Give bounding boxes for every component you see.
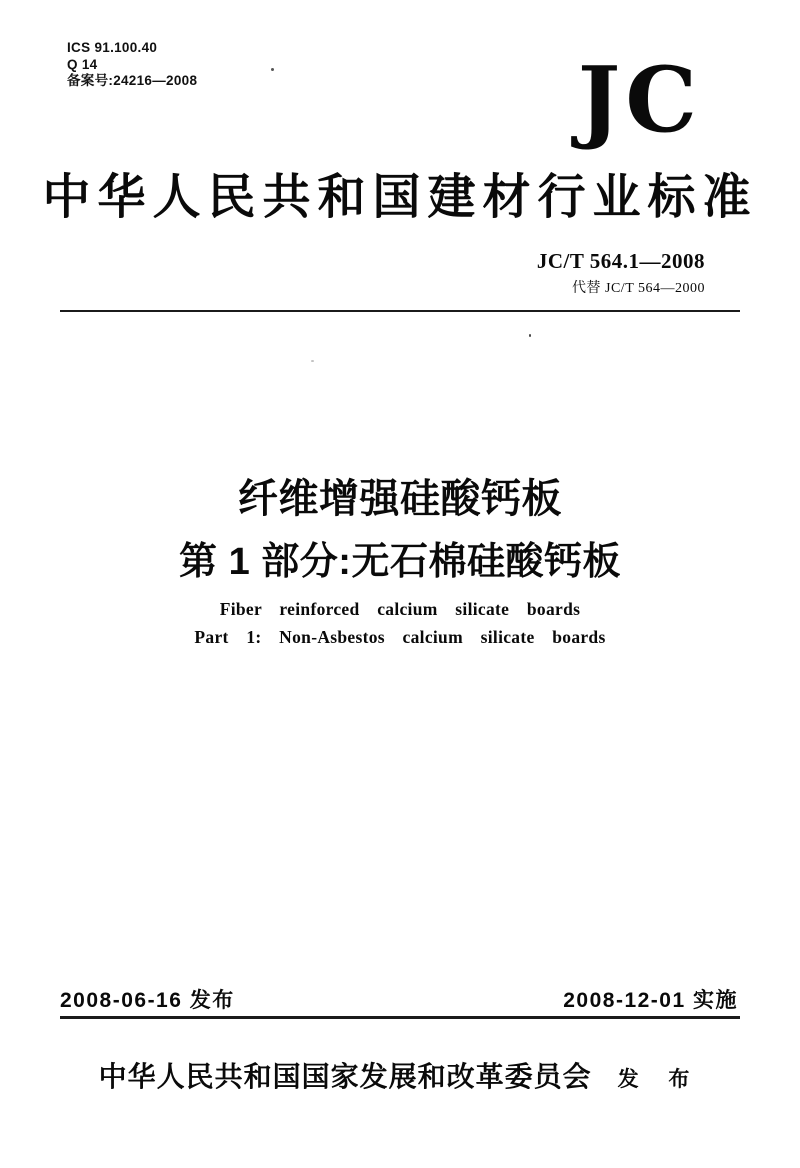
scan-speck <box>311 360 314 362</box>
top-divider-rule <box>60 310 740 312</box>
standard-number-block <box>537 249 705 297</box>
ics-code: ICS 91.100.40 <box>67 40 158 55</box>
bottom-divider-rule <box>60 1016 740 1019</box>
replaced-standard: 代替 JC/T 564—2000 <box>572 281 705 296</box>
standard-category-title: 中华人民共和国建材行业标准 <box>42 171 758 224</box>
standard-number: JC/T 564.1—2008 <box>536 249 705 273</box>
title-english-line1: Fiber reinforced calcium silicate boards <box>219 599 581 619</box>
title-chinese-line2: 第 1 部分:无石棉硅酸钙板 <box>179 541 621 583</box>
dates-row <box>60 984 738 1014</box>
title-english-line2: Part 1: Non-Asbestos calcium silicate boards <box>194 627 606 647</box>
scan-speck <box>529 334 531 337</box>
issue-date: 2008-06-16 发布 <box>60 989 235 1012</box>
issuing-authority: 中华人民共和国国家发展和改革委员会 <box>98 1062 592 1093</box>
classification-code: Q 14 <box>67 56 98 72</box>
implementation-date: 2008-12-01 实施 <box>563 989 738 1012</box>
issuer-row <box>0 1055 800 1095</box>
document-meta-block <box>67 40 197 90</box>
publish-label: 发 布 <box>617 1068 702 1091</box>
record-number: 备案号:24216—2008 <box>67 73 198 88</box>
scan-speck <box>271 68 274 71</box>
jc-logo: JC <box>577 47 702 153</box>
title-chinese-line1: 纤维增强硅酸钙板 <box>238 477 562 521</box>
